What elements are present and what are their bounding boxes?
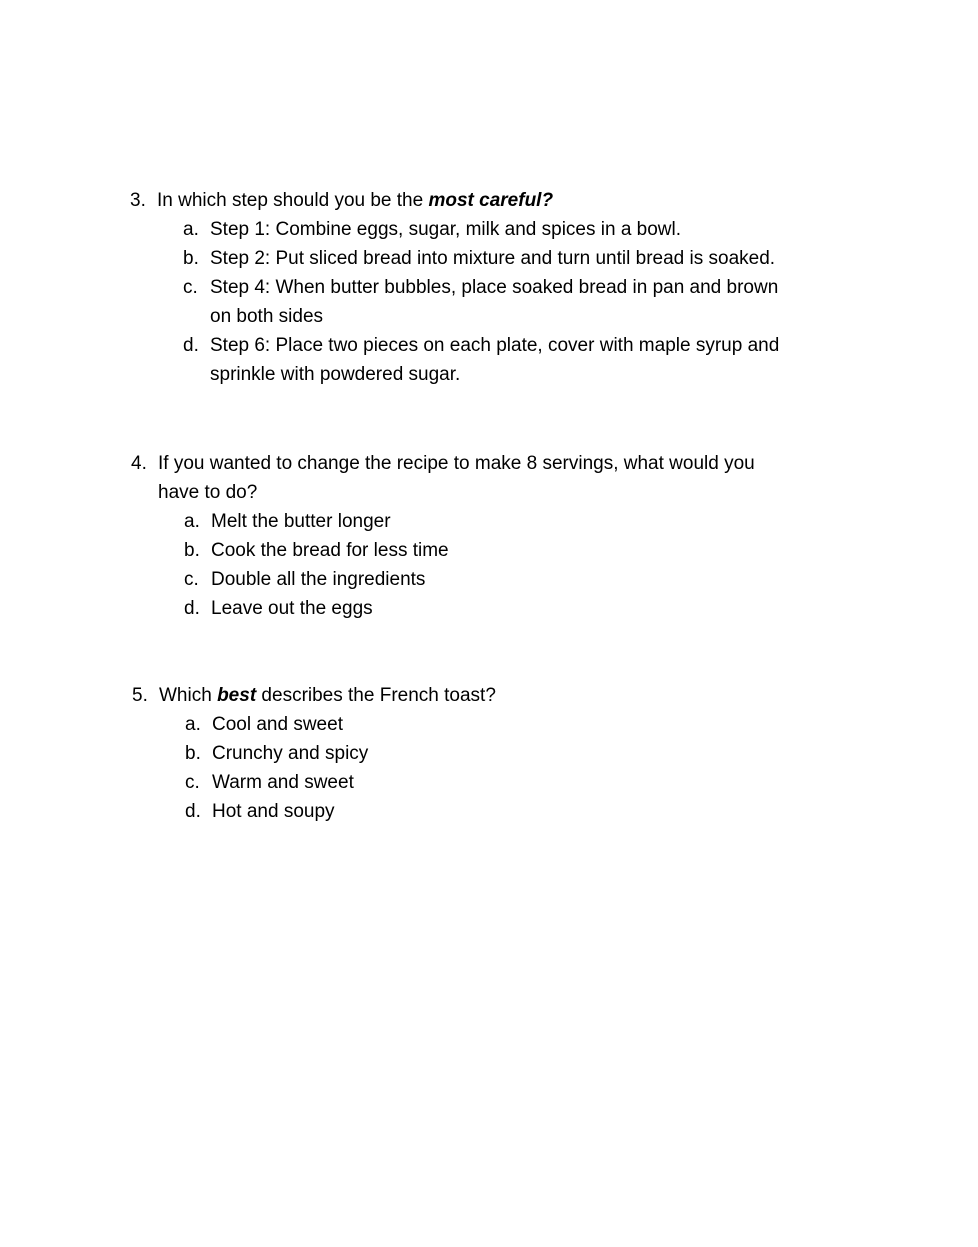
answer-options <box>132 710 812 826</box>
answer-options <box>130 215 790 389</box>
option-letter: d. <box>184 598 200 619</box>
question-stem <box>132 681 812 710</box>
answer-option <box>184 536 791 565</box>
question-number: 3. <box>130 190 146 211</box>
answer-option <box>185 797 812 826</box>
option-letter: d. <box>183 335 199 356</box>
option-letter: a. <box>185 714 201 735</box>
question-text: If you wanted to change the recipe to make 8 servings, what would you have to do? <box>158 453 755 503</box>
question-stem <box>131 449 791 507</box>
answer-option <box>185 768 812 797</box>
option-text: Crunchy and spicy <box>212 743 369 764</box>
question-number: 4. <box>131 453 147 474</box>
question-number: 5. <box>132 685 148 706</box>
option-text: Melt the butter longer <box>211 511 391 532</box>
answer-options <box>131 507 791 623</box>
option-text: Step 4: When butter bubbles, place soaked bread in pan and brown on both sides <box>210 277 779 327</box>
answer-option <box>185 739 812 768</box>
question-stem <box>130 186 790 215</box>
answer-option <box>183 273 790 331</box>
option-letter: c. <box>183 277 198 298</box>
option-letter: c. <box>185 772 200 793</box>
option-text: Warm and sweet <box>212 772 354 793</box>
answer-option <box>183 215 790 244</box>
answer-option <box>184 594 791 623</box>
answer-option <box>185 710 812 739</box>
answer-option <box>183 331 790 389</box>
option-letter: b. <box>185 743 201 764</box>
option-letter: a. <box>184 511 200 532</box>
option-text: Cook the bread for less time <box>211 540 449 561</box>
option-text: Step 1: Combine eggs, sugar, milk and spices in a bowl. <box>210 219 682 240</box>
question-3 <box>130 186 790 389</box>
answer-option <box>183 244 790 273</box>
option-text: Double all the ingredients <box>211 569 426 590</box>
question-5 <box>132 681 812 826</box>
question-emphasis: best <box>217 685 257 706</box>
answer-option <box>184 565 791 594</box>
question-text-after: describes the French toast? <box>256 685 496 706</box>
answer-option <box>184 507 791 536</box>
question-text: Which <box>159 685 218 706</box>
question-emphasis: most careful? <box>428 190 554 211</box>
option-text: Step 6: Place two pieces on each plate, cover with maple syrup and sprinkle with powdered sugar. <box>210 335 780 385</box>
option-text: Hot and soupy <box>212 801 335 822</box>
option-letter: a. <box>183 219 199 240</box>
option-letter: b. <box>183 248 199 269</box>
option-letter: c. <box>184 569 199 590</box>
option-letter: b. <box>184 540 200 561</box>
question-4 <box>131 449 791 623</box>
option-text: Step 2: Put sliced bread into mixture and turn until bread is soaked. <box>210 248 776 269</box>
question-text: In which step should you be the <box>157 190 429 211</box>
option-letter: d. <box>185 801 201 822</box>
option-text: Leave out the eggs <box>211 598 373 619</box>
option-text: Cool and sweet <box>212 714 343 735</box>
